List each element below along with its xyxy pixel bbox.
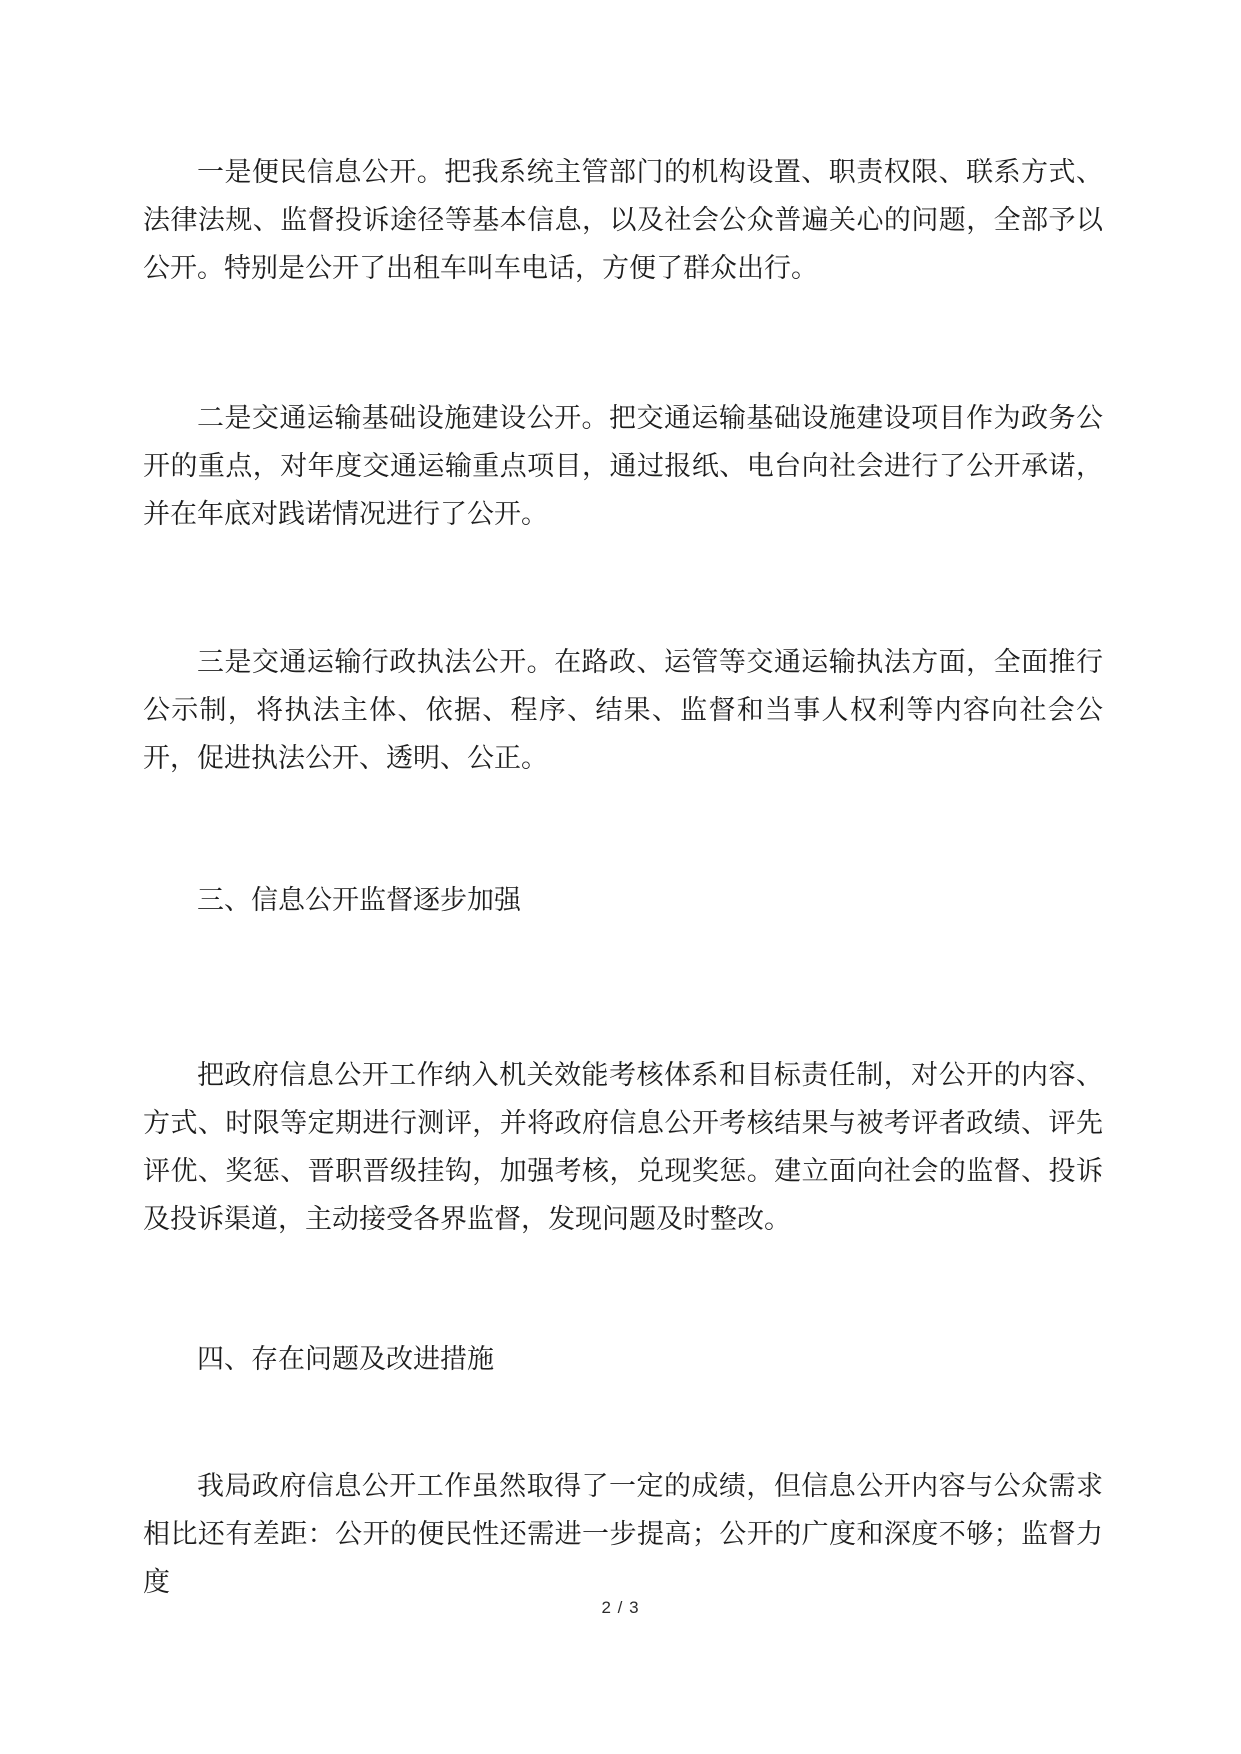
- section-heading-3: 三、信息公开监督逐步加强: [197, 885, 521, 915]
- paragraph-convenience-info: 一是便民信息公开。把我系统主管部门的机构设置、职责权限、联系方式、法律法规、监督投诉途径等基本信息，以及社会公众普遍关心的问题，全部予以公开。特别是公开了出租车叫车电话，方便了群众出行。: [143, 157, 1103, 283]
- paragraph-supervision: 把政府信息公开工作纳入机关效能考核体系和目标责任制，对公开的内容、方式、时限等定期进行测评，并将政府信息公开考核结果与被考评者政绩、评先评优、奖惩、晋职晋级挂钩，加强考核，兑现奖惩。建立面向社会的监督、投诉及投诉渠道，主动接受各界监督，发现问题及时整改。: [143, 1060, 1103, 1234]
- paragraph-problems: 我局政府信息公开工作虽然取得了一定的成绩，但信息公开内容与公众需求相比还有差距：公开的便民性还需进一步提高；公开的广度和深度不够；监督力度: [143, 1471, 1103, 1597]
- paragraph-law-enforcement: 三是交通运输行政执法公开。在路政、运管等交通运输执法方面，全面推行公示制，将执法主体、依据、程序、结果、监督和当事人权利等内容向社会公开，促进执法公开、透明、公正。: [143, 647, 1103, 773]
- paragraph-infrastructure: 二是交通运输基础设施建设公开。把交通运输基础设施建设项目作为政务公开的重点，对年度交通运输重点项目，通过报纸、电台向社会进行了公开承诺，并在年底对践诺情况进行了公开。: [143, 403, 1103, 529]
- page-number-indicator: 2 / 3: [601, 1598, 640, 1617]
- document-content: [143, 148, 1103, 1606]
- page-footer: [0, 1598, 1241, 1618]
- section-heading-4: 四、存在问题及改进措施: [197, 1344, 494, 1374]
